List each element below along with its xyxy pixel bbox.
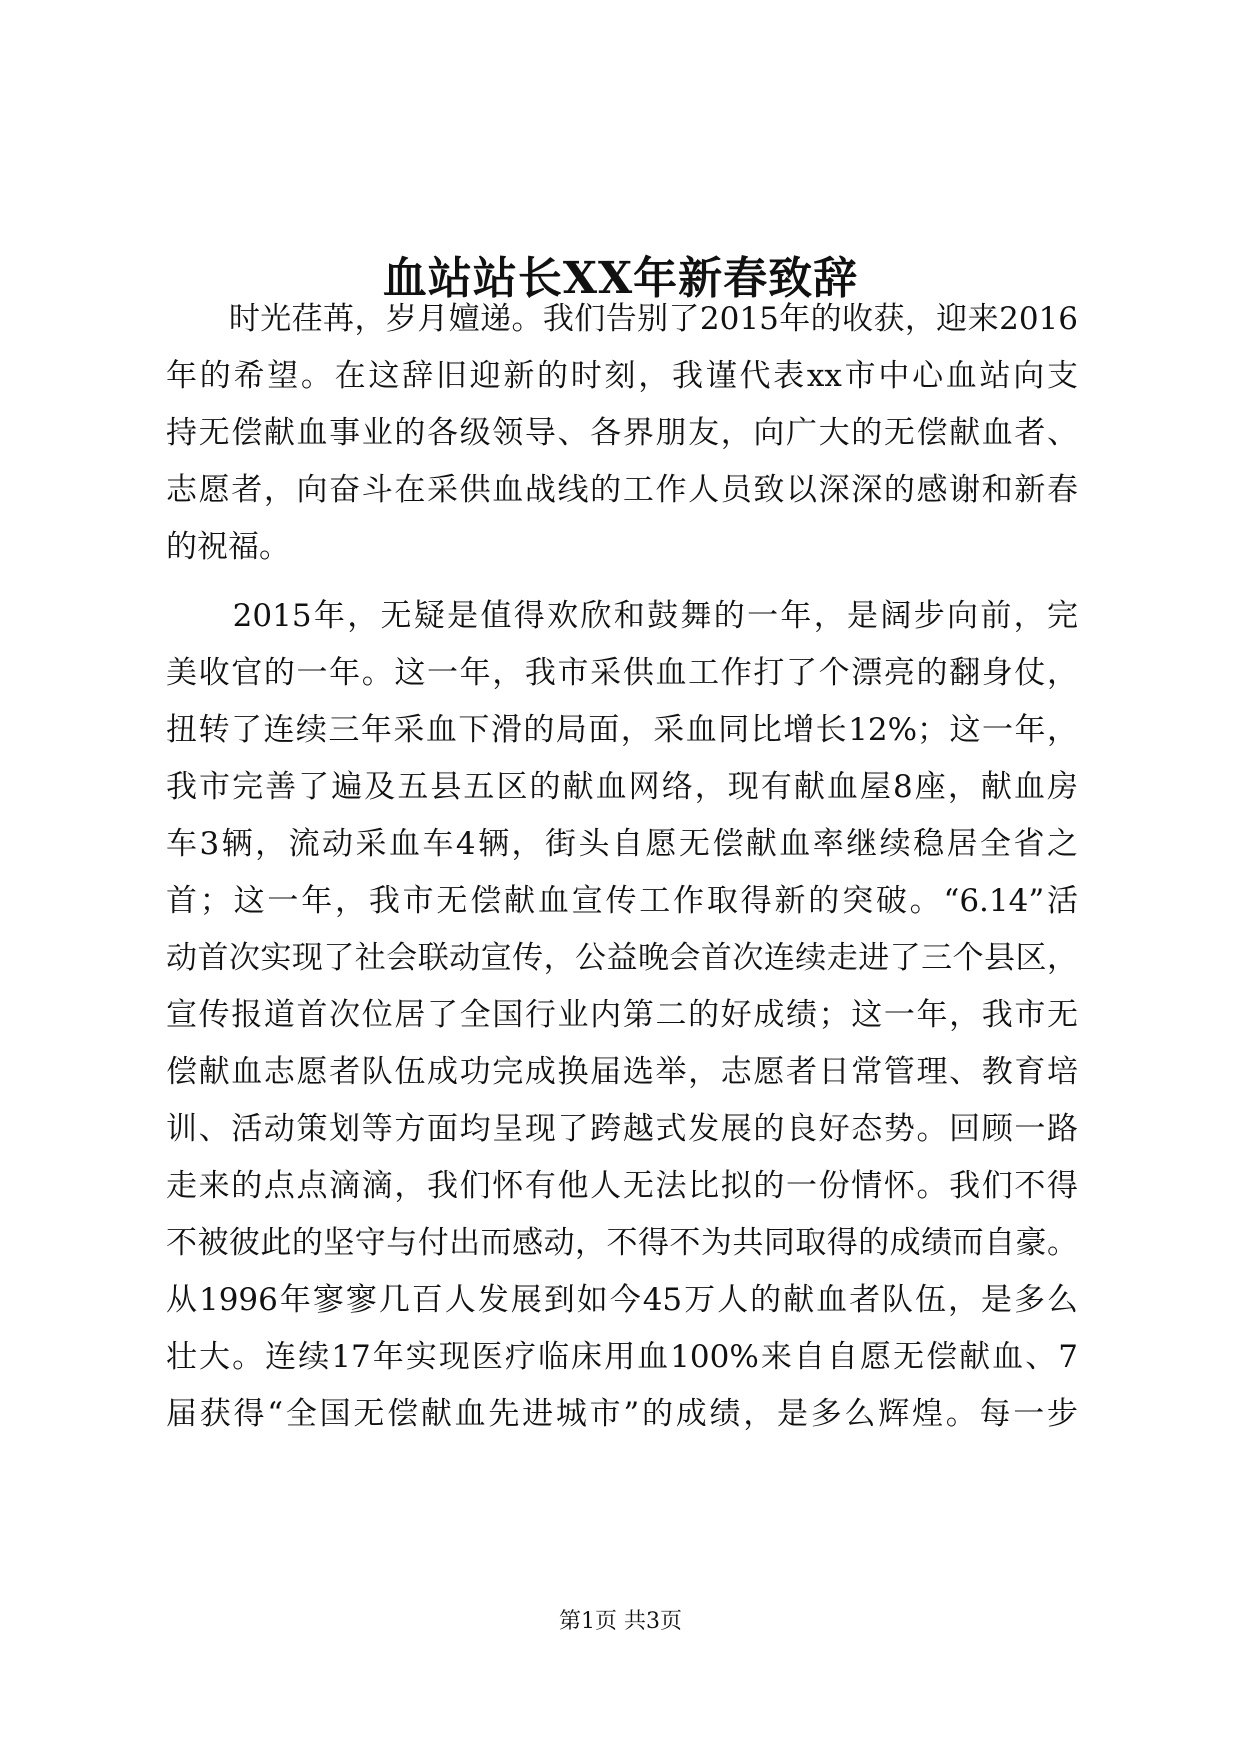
text-line: 扭转了连续三年采血下滑的局面，采血同比增长12%；这一年， [166, 712, 1078, 748]
text-line: 志愿者，向奋斗在采供血战线的工作人员致以深深的感谢和新春 [166, 472, 1078, 508]
paragraph-2 [166, 588, 1078, 1443]
text-line: 车3辆，流动采血车4辆，街头自愿无偿献血率继续稳居全省之 [166, 826, 1078, 862]
text-line: 宣传报道首次位居了全国行业内第二的好成绩；这一年，我市无 [166, 997, 1078, 1033]
text-line: 届获得“全国无偿献血先进城市”的成绩，是多么辉煌。每一步 [166, 1396, 1078, 1432]
text-line: 从1996年寥寥几百人发展到如今45万人的献血者队伍，是多么 [166, 1282, 1078, 1318]
text-line: 美收官的一年。这一年，我市采供血工作打了个漂亮的翻身仗， [166, 655, 1078, 691]
text-line: 训、活动策划等方面均呈现了跨越式发展的良好态势。回顾一路 [166, 1111, 1078, 1147]
text-line: 我市完善了遍及五县五区的献血网络，现有献血屋8座，献血房 [166, 769, 1078, 805]
text-line: 时光荏苒，岁月嬗递。我们告别了2015年的收获，迎来2016 [166, 301, 1078, 337]
text-line: 动首次实现了社会联动宣传，公益晚会首次连续走进了三个县区， [166, 940, 1078, 976]
text-line: 壮大。连续17年实现医疗临床用血100%来自自愿无偿献血、7 [166, 1339, 1078, 1375]
page-number-footer: 第1页 共3页 [559, 1609, 682, 1634]
text-line: 年的希望。在这辞旧迎新的时刻，我谨代表xx市中心血站向支 [166, 358, 1078, 394]
text-line: 偿献血志愿者队伍成功完成换届选举，志愿者日常管理、教育培 [166, 1054, 1078, 1090]
paragraph-1 [166, 291, 1078, 576]
text-line: 首；这一年，我市无偿献血宣传工作取得新的突破。“6.14”活 [166, 883, 1078, 919]
text-line: 持无偿献血事业的各级领导、各界朋友，向广大的无偿献血者、 [166, 415, 1078, 451]
text-line: 的祝福。 [166, 529, 290, 565]
document-body [166, 291, 1078, 1455]
text-line: 走来的点点滴滴，我们怀有他人无法比拟的一份情怀。我们不得 [166, 1168, 1078, 1204]
text-line: 不被彼此的坚守与付出而感动，不得不为共同取得的成绩而自豪。 [166, 1225, 1078, 1261]
document-title: 血站站长XX年新春致辞 [382, 253, 859, 305]
text-line: 2015年，无疑是值得欢欣和鼓舞的一年，是阔步向前，完 [166, 598, 1078, 634]
